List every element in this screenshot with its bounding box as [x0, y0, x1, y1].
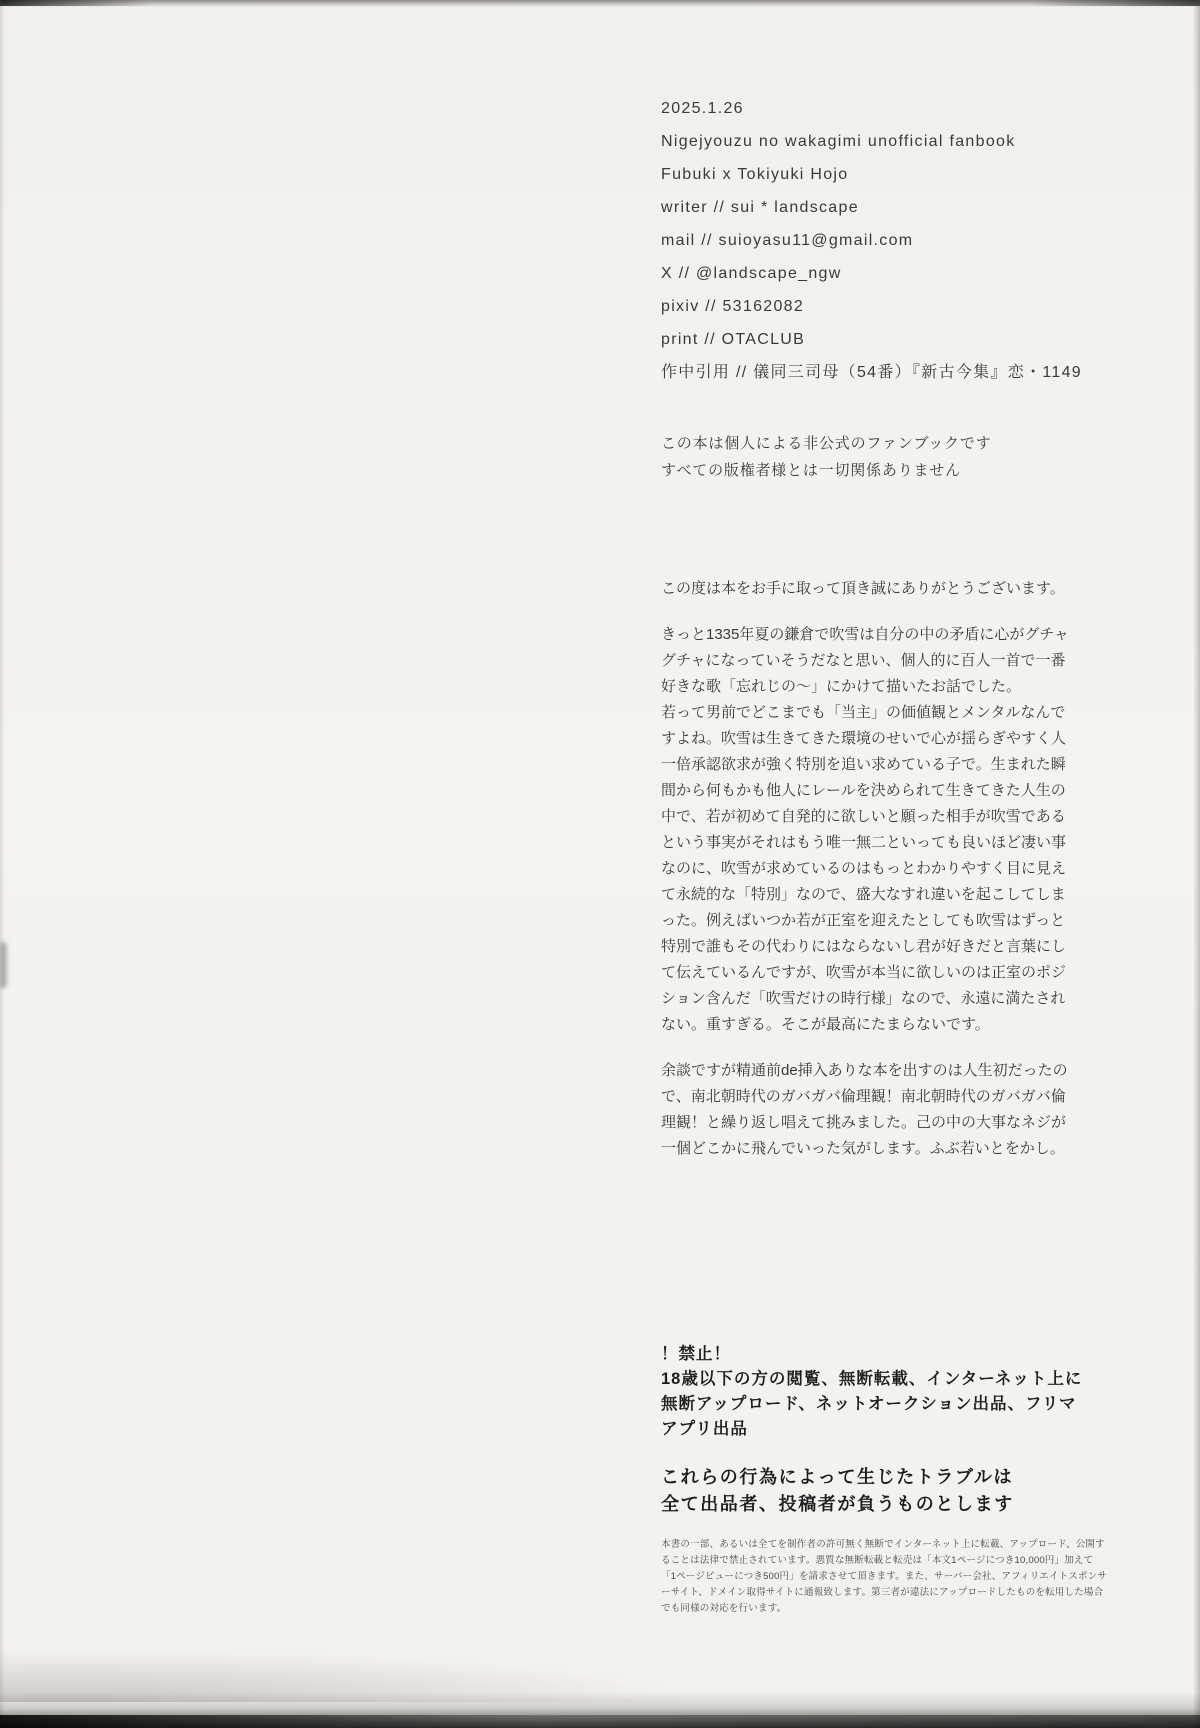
scan-corner-top-right — [1030, 0, 1200, 6]
afterword-line: 理観！と繰り返し唱えて挑みました。己の中の大事なネジが — [661, 1114, 1067, 1131]
fine-print-line: ることは法律で禁止されています。悪質な無断転載と転売は「本文1ページにつき10,000円」加えて — [661, 1555, 1094, 1566]
prohibition-line: 18歳以下の方の閲覧、無断転載、インターネット上に — [661, 1370, 1083, 1388]
disclaimer-line: すべての版権者様とは一切関係ありません — [661, 462, 961, 479]
colophon-line: writer // sui * landscape — [661, 199, 859, 216]
prohibition-line: アプリ出品 — [661, 1420, 748, 1438]
afterword-line: 若って男前でどこまでも「当主」の価値観とメンタルなんで — [661, 704, 1066, 721]
colophon-line: Nigejyouzu no wakagimi unofficial fanbook — [661, 133, 1016, 150]
afterword-line: 好きな歌「忘れじの〜」にかけて描いたお話でした。 — [661, 678, 1022, 695]
afterword-line: て永続的な「特別」なので、盛大なすれ違いを起こしてしま — [661, 886, 1066, 903]
afterword-line: グチャになっていそうだなと思い、個人的に百人一首で一番 — [661, 652, 1066, 669]
afterword-line: ション含んだ「吹雪だけの時行様」なので、永遠に満たされ — [661, 990, 1066, 1007]
scan-edge-right — [1193, 0, 1200, 1728]
prohibition-block — [661, 1342, 1082, 1442]
colophon-line: 2025.1.26 — [661, 100, 744, 117]
afterword-line: 一倍承認欲求が強く特別を追い求めている子で。生まれた瞬 — [661, 756, 1066, 773]
fine-print-line: ーサイト、ドメイン取得サイトに通報致します。第三者が違法にアップロードしたものを転用した場合 — [661, 1587, 1104, 1598]
afterword-line: という事実がそれはもう唯一無二といっても良いほど凄い事 — [661, 834, 1067, 851]
afterword-greeting: この度は本をお手に取って頂き誠にありがとうございます。 — [661, 580, 1065, 597]
liability-line: これらの行為によって生じたトラブルは — [661, 1467, 1014, 1487]
scan-edge-top — [0, 0, 1200, 7]
afterword-line: きっと1335年夏の鎌倉で吹雪は自分の中の矛盾に心がグチャ — [661, 626, 1069, 643]
scan-corner-top-left — [0, 0, 150, 6]
disclaimer-block — [661, 430, 991, 484]
fine-print-line: でも同様の対応を行います。 — [661, 1603, 787, 1614]
prohibition-title: ！禁止！ — [661, 1345, 731, 1363]
afterword-line: ない。重すぎる。そこが最高にたまらないです。 — [661, 1016, 990, 1033]
afterword-line: すよね。吹雪は生きてきた環境のせいで心が揺らぎやすく人 — [661, 730, 1067, 747]
prohibition-lines — [661, 1367, 1082, 1442]
afterword-paragraph-2 — [661, 1058, 1069, 1162]
colophon-block — [661, 92, 1082, 389]
colophon-line: print // OTACLUB — [661, 331, 806, 348]
afterword-line: で、南北朝時代のガバガバ倫理観！南北朝時代のガバガバ倫 — [661, 1088, 1066, 1105]
scan-smudge-left — [0, 942, 7, 988]
colophon-line: pixiv // 53162082 — [661, 298, 805, 315]
scan-corner-bottom-left — [0, 1715, 1200, 1728]
scan-edge-left — [0, 0, 5, 1728]
afterword-line: て伝えているんですが、吹雪が本当に欲しいのは正室のポジ — [661, 964, 1067, 981]
colophon-line: mail // suioyasu11@gmail.com — [661, 232, 914, 249]
colophon-line: 作中引用 // 儀同三司母（54番）『新古今集』恋・1149 — [661, 364, 1082, 381]
fine-print-line: 本書の一部、あるいは全てを制作者の許可無く無断でインターネット上に転載、アップロード、公開す — [661, 1539, 1105, 1550]
afterword-line: 特別で誰もその代わりにはならないし君が好きだと言葉にし — [661, 938, 1067, 955]
afterword-paragraph-1 — [661, 622, 1069, 1038]
colophon-line: Fubuki x Tokiyuki Hojo — [661, 166, 849, 183]
disclaimer-line: この本は個人による非公式のファンブックです — [661, 435, 992, 452]
colophon-line: X // @landscape_ngw — [661, 265, 842, 282]
afterword-line: った。例えばいつか若が正室を迎えたとしても吹雪はずっと — [661, 912, 1066, 929]
afterword-line: 間から何もかも他人にレールを決められて生きてきた人生の — [661, 782, 1066, 799]
afterword-line: なのに、吹雪が求めているのはもっとわかりやすく目に見え — [661, 860, 1067, 877]
afterword-line: 一個どこかに飛んでいった気がします。ふぶ若いとをかし。 — [661, 1140, 1065, 1157]
fine-print-block — [661, 1537, 1107, 1617]
liability-block — [661, 1464, 1014, 1518]
prohibition-line: 無断アップロード、ネットオークション出品、フリマ — [661, 1395, 1077, 1413]
afterword-block — [661, 576, 1069, 1182]
fine-print-line: 「1ページビューにつき500円」を請求させて頂きます。また、サーバー会社、アフィリエイトスポンサ — [661, 1571, 1108, 1582]
afterword-line: 余談ですが精通前de挿入ありな本を出すのは人生初だったの — [661, 1062, 1068, 1079]
liability-line: 全て出品者、投稿者が負うものとします — [661, 1494, 1014, 1514]
afterword-line: 中で、若が初めて自発的に欲しいと願った相手が吹雪である — [661, 808, 1066, 825]
